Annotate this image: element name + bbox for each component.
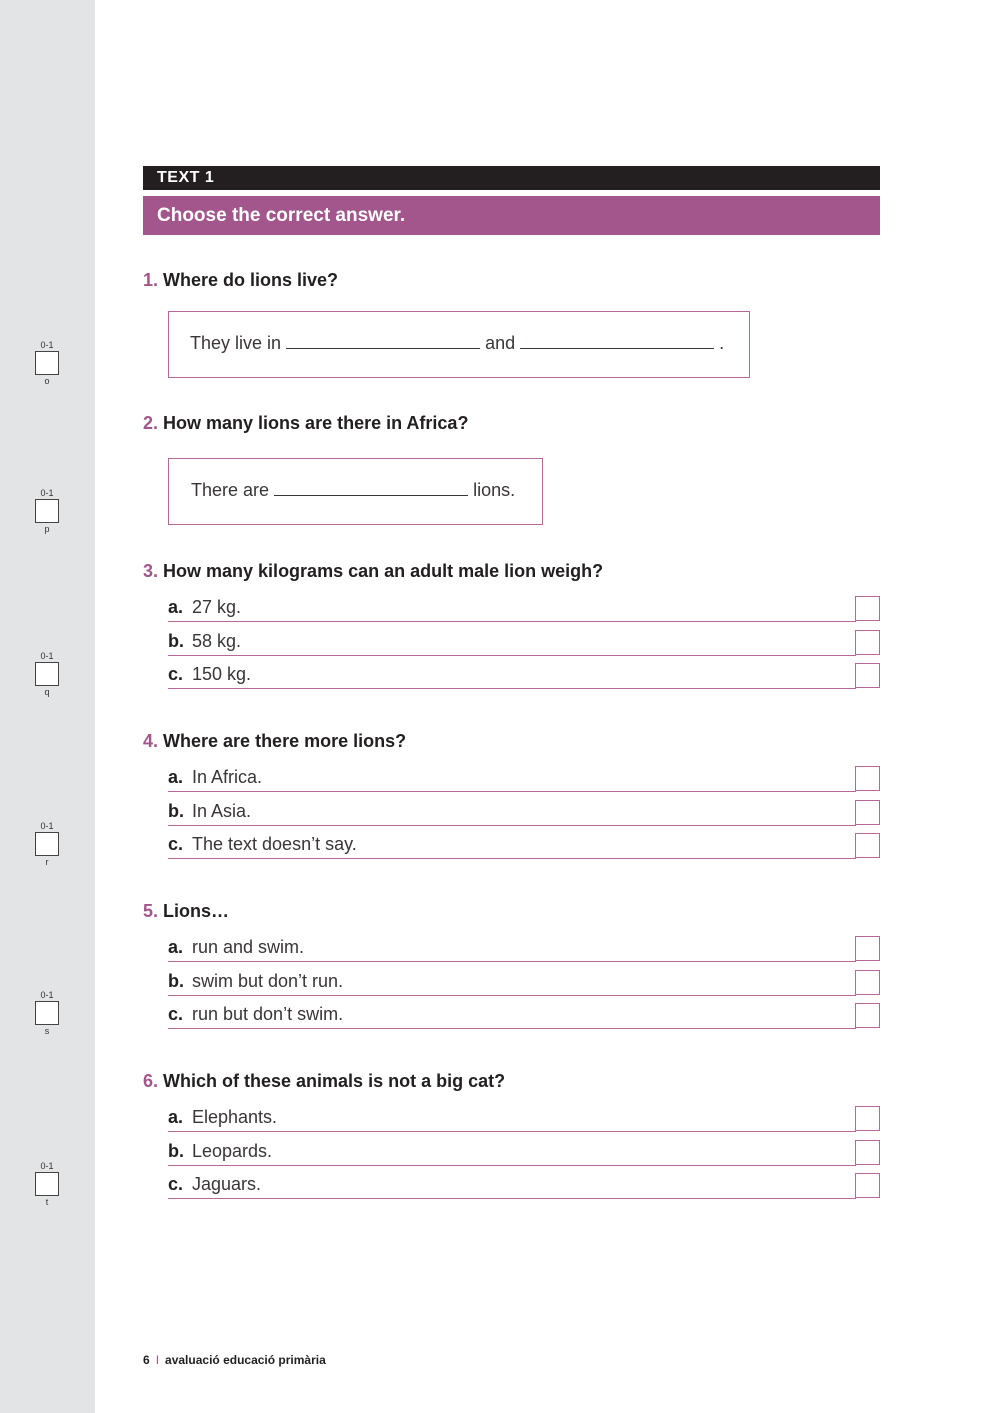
- question-text: Which of these animals is not a big cat?: [163, 1071, 506, 1091]
- score-letter: q: [44, 687, 50, 697]
- score-input-box[interactable]: [35, 1001, 59, 1025]
- score-input-box[interactable]: [35, 832, 59, 856]
- option-text: In Africa.: [192, 767, 263, 787]
- checkbox[interactable]: [855, 766, 880, 791]
- score-range: 0-1: [40, 821, 54, 831]
- score-box-p: [30, 488, 64, 534]
- option-letter: b.: [168, 1141, 184, 1161]
- answer-prefix: There are: [191, 480, 270, 500]
- option-letter: a.: [168, 937, 184, 957]
- instruction-bar: Choose the correct answer.: [143, 196, 880, 235]
- question-text: How many kilograms can an adult male lion weigh?: [163, 561, 604, 581]
- option-letter: c.: [168, 1004, 184, 1024]
- checkbox[interactable]: [855, 1173, 880, 1198]
- score-letter: o: [44, 376, 50, 386]
- checkbox[interactable]: [855, 663, 880, 688]
- question-5: [143, 900, 229, 922]
- answer-prefix: They live in: [190, 333, 282, 353]
- option-letter: c.: [168, 834, 184, 854]
- score-box-s: [30, 990, 64, 1036]
- answer-suffix: lions.: [473, 480, 516, 500]
- checkbox[interactable]: [855, 800, 880, 825]
- option-b: [168, 800, 856, 826]
- option-c: [168, 1173, 856, 1199]
- answer-middle: and: [485, 333, 516, 353]
- question-text: Where do lions live?: [163, 270, 339, 290]
- option-a: [168, 766, 856, 792]
- answer-suffix: .: [719, 333, 725, 353]
- question-text: Where are there more lions?: [163, 731, 407, 751]
- question-number: 2.: [143, 413, 159, 433]
- score-letter: p: [44, 524, 50, 534]
- option-b: [168, 1140, 856, 1166]
- answer-box-2: [168, 458, 543, 525]
- option-c: [168, 833, 856, 859]
- option-a: [168, 936, 856, 962]
- question-number: 4.: [143, 731, 159, 751]
- score-box-r: [30, 821, 64, 867]
- checkbox[interactable]: [855, 1003, 880, 1028]
- page-footer: [143, 1353, 326, 1367]
- score-input-box[interactable]: [35, 499, 59, 523]
- option-letter: c.: [168, 1174, 184, 1194]
- checkbox[interactable]: [855, 630, 880, 655]
- option-text: Jaguars.: [192, 1174, 262, 1194]
- option-text: Leopards.: [192, 1141, 273, 1161]
- option-b: [168, 630, 856, 656]
- option-letter: a.: [168, 1107, 184, 1127]
- page-number: 6: [143, 1353, 150, 1367]
- question-6: [143, 1070, 505, 1092]
- question-text: Lions…: [163, 901, 230, 921]
- score-box-o: [30, 340, 64, 386]
- option-a: [168, 1106, 856, 1132]
- answer-box-1: [168, 311, 750, 378]
- option-text: 150 kg.: [192, 664, 252, 684]
- checkbox[interactable]: [855, 596, 880, 621]
- blank-line[interactable]: [274, 479, 468, 496]
- option-letter: a.: [168, 767, 184, 787]
- score-letter: s: [44, 1026, 50, 1036]
- question-number: 6.: [143, 1071, 159, 1091]
- option-letter: b.: [168, 631, 184, 651]
- option-text: swim but don’t run.: [192, 971, 344, 991]
- score-sidebar: [0, 0, 95, 1413]
- checkbox[interactable]: [855, 970, 880, 995]
- score-range: 0-1: [40, 990, 54, 1000]
- score-box-q: [30, 651, 64, 697]
- question-2: [143, 412, 468, 434]
- checkbox[interactable]: [855, 1106, 880, 1131]
- question-number: 3.: [143, 561, 159, 581]
- score-range: 0-1: [40, 488, 54, 498]
- option-text: 58 kg.: [192, 631, 242, 651]
- blank-line[interactable]: [520, 332, 714, 349]
- option-b: [168, 970, 856, 996]
- footer-title: avaluació educació primària: [165, 1353, 326, 1367]
- score-range: 0-1: [40, 651, 54, 661]
- question-text: How many lions are there in Africa?: [163, 413, 469, 433]
- score-input-box[interactable]: [35, 351, 59, 375]
- option-letter: a.: [168, 597, 184, 617]
- option-c: [168, 663, 856, 689]
- question-3: [143, 560, 603, 582]
- score-box-t: [30, 1161, 64, 1207]
- score-letter: r: [45, 857, 49, 867]
- score-input-box[interactable]: [35, 662, 59, 686]
- question-number: 5.: [143, 901, 159, 921]
- checkbox[interactable]: [855, 936, 880, 961]
- text-label-bar: TEXT 1: [143, 166, 880, 190]
- option-a: [168, 596, 856, 622]
- score-range: 0-1: [40, 340, 54, 350]
- score-letter: t: [45, 1197, 49, 1207]
- question-4: [143, 730, 406, 752]
- option-text: Elephants.: [192, 1107, 278, 1127]
- footer-separator: I: [155, 1353, 160, 1367]
- question-number: 1.: [143, 270, 159, 290]
- option-letter: b.: [168, 971, 184, 991]
- checkbox[interactable]: [855, 833, 880, 858]
- option-c: [168, 1003, 856, 1029]
- option-text: run and swim.: [192, 937, 305, 957]
- option-text: In Asia.: [192, 801, 252, 821]
- blank-line[interactable]: [286, 332, 480, 349]
- option-text: run but don’t swim.: [192, 1004, 344, 1024]
- question-1: [143, 269, 338, 291]
- score-range: 0-1: [40, 1161, 54, 1171]
- option-text: 27 kg.: [192, 597, 242, 617]
- option-letter: b.: [168, 801, 184, 821]
- score-input-box[interactable]: [35, 1172, 59, 1196]
- checkbox[interactable]: [855, 1140, 880, 1165]
- option-letter: c.: [168, 664, 184, 684]
- option-text: The text doesn’t say.: [192, 834, 357, 854]
